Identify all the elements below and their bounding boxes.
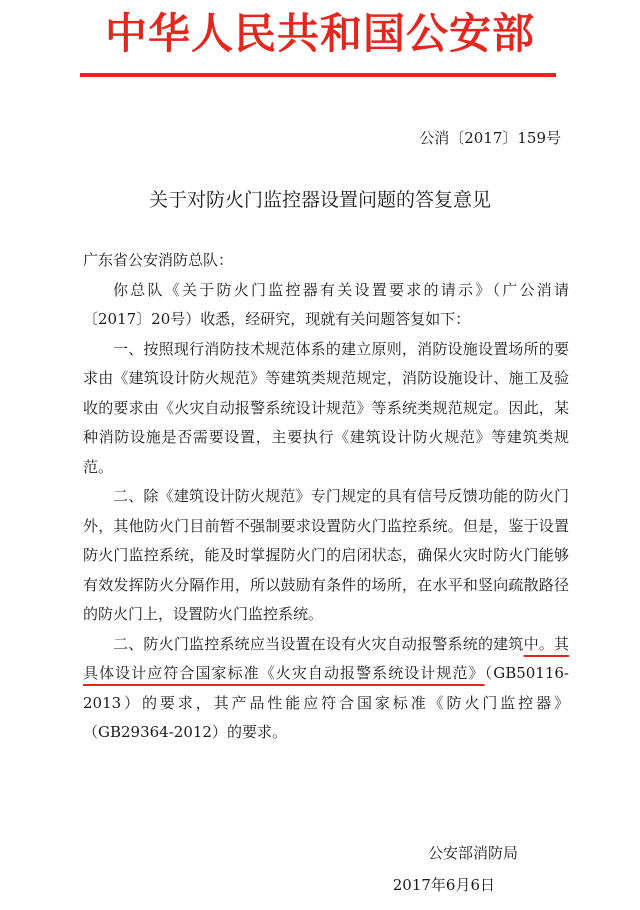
signature-issuer: 公安部消防局 xyxy=(427,844,518,862)
paragraph-3 xyxy=(83,630,569,748)
letterhead-title: 中华人民共和国公安部 xyxy=(104,9,535,58)
paragraph-3-underlined: 中。其具体设计应符合国家标准《火灾自动报警系统设计规范》 xyxy=(83,634,569,682)
paragraph-intro: 你总队《关于防火门监控器有关设置要求的请示》（广公消请〔2017〕20号）收悉，经研究，现就有关问题答复如下： xyxy=(83,280,569,328)
paragraph-3-start: 二、防火门监控系统应当设置在设有火灾自动报警系统的建筑 xyxy=(113,634,524,653)
document-title: 关于对防火门监控器设置问题的答复意见 xyxy=(148,189,491,211)
document-body xyxy=(83,246,569,748)
letterhead-red-rule xyxy=(80,73,556,77)
paragraph-2: 二、除《建筑设计防火规范》专门规定的具有信号反馈功能的防火门外，其他防火门目前暂不强制要求设置防火门监控系统。但是，鉴于设置防火门监控系统，能及时掌握防火门的启闭状态，确保火灾时防火门能够有效发挥防火分隔作用，所以鼓励有条件的场所，在水平和竖向疏散路径的防火门上，设置防火门监控系统。 xyxy=(83,487,569,623)
paragraph-1: 一、按照现行消防技术规范体系的建立原则，消防设施设置场所的要求由《建筑设计防火规范》等建筑类规范规定，消防设施设计、施工及验收的要求由《火灾自动报警系统设计规范》等系统类规范规定。因此，某种消防设施是否需要设置，主要执行《建筑设计防火规范》等建筑类规范。 xyxy=(83,339,569,476)
addressee: 广东省公安消防总队： xyxy=(83,251,234,269)
signature-date: 2017年6月6日 xyxy=(392,876,495,894)
paragraph-3-end: （GB50116-2013）的要求，其产品性能应符合国家标准《防火门监控器》（GB29364-2012）的要求。 xyxy=(83,664,569,741)
document-number: 公消〔2017〕159号 xyxy=(419,129,561,147)
